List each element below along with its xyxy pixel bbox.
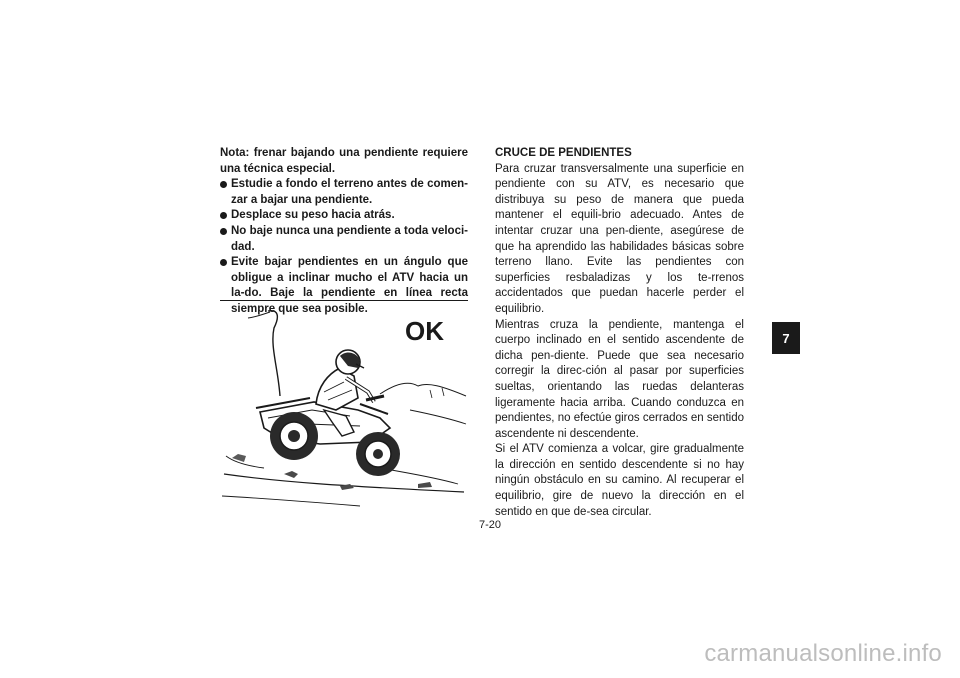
paragraph: Para cruzar transversalmente una superficie en pendiente con su ATV, es necesario que distribuya su peso de manera que pueda mantener el equili-brio adecuado. Antes de intentar cruzar una pen-diente, asegúrese de que ha aprendido las habilidades básicas sobre terreno llano. Evite las pendientes con superficies resbaladizas y los te-rrenos accidentados que puedan hacerle perder el equilibrio. xyxy=(495,162,744,315)
bullet-text: Estudie a fondo el terreno antes de comen-zar a bajar una pendiente. xyxy=(231,178,468,206)
bullet-icon xyxy=(220,181,227,188)
bullet-text: Desplace su peso hacia atrás. xyxy=(231,209,395,222)
section-heading: CRUCE DE PENDIENTES xyxy=(495,147,632,159)
watermark: carmanualsonline.info xyxy=(704,640,942,667)
section-divider xyxy=(220,300,468,301)
bullet-icon xyxy=(220,259,227,266)
bullet-item xyxy=(220,177,468,208)
chapter-tab: 7 xyxy=(772,322,800,354)
right-column xyxy=(495,146,744,520)
bullet-text: Evite bajar pendientes en un ángulo que obligue a inclinar mucho el ATV hacia un la-do. Baje la pendiente en línea recta siempre que sea posible. xyxy=(231,256,468,315)
bullet-item xyxy=(220,224,468,255)
bullet-item xyxy=(220,208,468,224)
atv-descending-slope-illustration xyxy=(220,306,468,512)
note-text: Nota: frenar bajando una pendiente requiere una técnica especial. xyxy=(220,147,468,175)
ok-label: OK xyxy=(405,316,444,346)
bullet-icon xyxy=(220,228,227,235)
bullet-icon xyxy=(220,212,227,219)
bullet-text: No baje nunca una pendiente a toda veloci-dad. xyxy=(231,224,468,253)
page-number: 7-20 xyxy=(478,519,502,531)
paragraph: Mientras cruza la pendiente, mantenga el cuerpo inclinado en el sentido ascendente de dicha pen-diente. Puede que sea necesario corregir la direc-ción al pasar por superficies sueltas, orientando las ruedas delanteras ligeramente hacia arriba. Cuando conduzca en pendientes, no efectúe giros cerrados en sentido ascendente ni descendente. xyxy=(495,318,744,440)
paragraph: Si el ATV comienza a volcar, gire gradualmente la dirección en sentido descendente si no hay ningún obstáculo en su camino. Al recuperar el equilibrio, gire de nuevo la dirección en el sentido en que de-sea circular. xyxy=(495,443,744,518)
left-column xyxy=(220,146,468,318)
